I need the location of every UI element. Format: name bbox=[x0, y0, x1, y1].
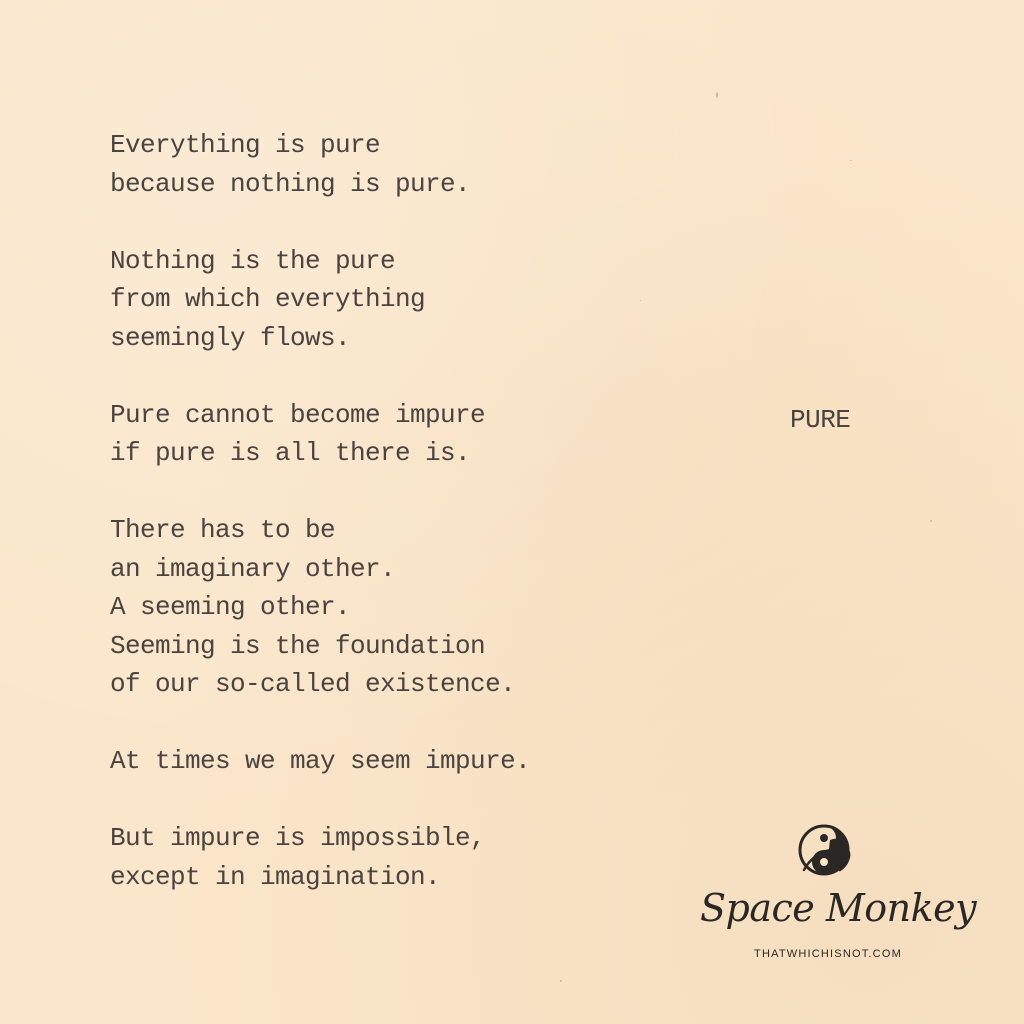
website-url: THATWHICHISNOT.COM bbox=[754, 948, 902, 960]
poem-line: A seeming other. bbox=[110, 592, 351, 622]
poem-line: There has to be bbox=[110, 515, 336, 545]
poem-line: an imaginary other. bbox=[110, 553, 396, 584]
poem bbox=[110, 126, 630, 935]
space-monkey-logo bbox=[700, 818, 977, 968]
poem-line: Everything is pure bbox=[110, 130, 381, 160]
poem-line: Pure cannot become impure bbox=[110, 399, 486, 430]
poem-stanza-5 bbox=[110, 742, 630, 781]
poem-line: Nothing is the pure bbox=[110, 245, 396, 276]
poem-stanza-6 bbox=[110, 819, 630, 896]
poem-line: But impure is impossible, bbox=[110, 823, 486, 853]
poem-stanza-1 bbox=[110, 126, 630, 203]
poem-line: Seeming is the foundation bbox=[110, 630, 486, 661]
yin-yang-monkey-icon bbox=[796, 820, 856, 882]
poem-stanza-3 bbox=[110, 396, 630, 473]
poem-line: At times we may seem impure. bbox=[110, 746, 531, 776]
poem-line: seemingly flows. bbox=[110, 322, 351, 353]
brand-name: Space Monkey bbox=[700, 886, 977, 930]
poem-line: if pure is all there is. bbox=[110, 438, 471, 468]
poem-stanza-4 bbox=[110, 511, 630, 704]
poem-line: of our so-called existence. bbox=[110, 669, 516, 699]
poem-title: PURE bbox=[790, 405, 851, 435]
poem-line: because nothing is pure. bbox=[110, 168, 471, 199]
poem-stanza-2 bbox=[110, 242, 630, 358]
poem-line: from which everything bbox=[110, 284, 426, 314]
poem-line: except in imagination. bbox=[110, 861, 441, 892]
